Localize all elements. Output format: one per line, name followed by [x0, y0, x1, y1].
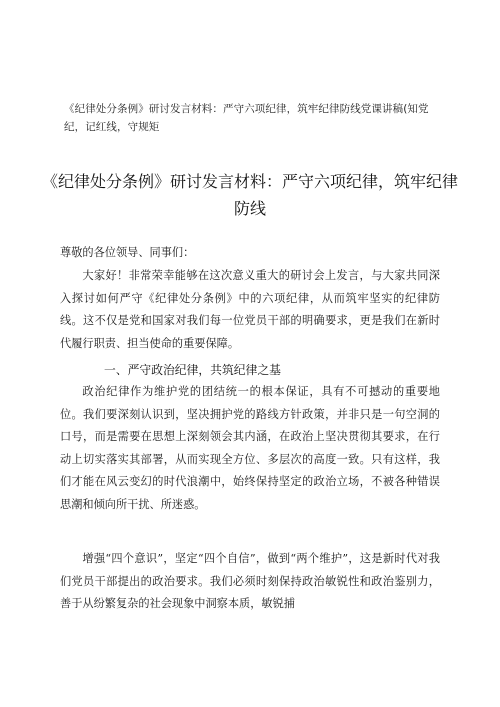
running-head: 《纪律处分条例》研讨发言材料：严守六项纪律，筑牢纪律防线党课讲稿(知党纪，记红线，守规矩 — [64, 103, 429, 133]
section-heading: 一、严守政治纪律，共筑纪律之基 — [104, 363, 281, 377]
intro-paragraph: 大家好！非常荣幸能够在这次意义重大的研讨会上发言，与大家共同深入探讨如何严守《纪律处分条例》中的六项纪律，从而筑牢坚实的纪律防线。这不仅是党和国家对我们每一位党员干部的明确要求，更是我们在新时代履行职责、担当使命的重要保障。 — [60, 269, 440, 350]
document-title: 《纪律处分条例》研讨发言材料：严守六项纪律，筑牢纪律防线 — [41, 172, 458, 218]
section-paragraph: 政治纪律作为维护党的团结统一的根本保证，具有不可撼动的重要地位。我们要深刻认识到，坚决拥护党的路线方针政策，并非只是一句空洞的口号，而是需要在思想上深刻领会其内涵，在政治上坚决贯彻其要求，在行动上切实落实其部署，从而实现全方位、多层次的高度一致。只有这样，我们才能在风云变幻的时代浪潮中，始终保持坚定的政治立场，不被各种错误思潮和倾向所干扰、所迷惑。 — [60, 385, 440, 511]
salutation: 尊敬的各位领导、同事们： — [60, 246, 195, 259]
section-paragraph: 增强“四个意识”，坚定“四个自信”，做到“两个维护”，这是新时代对我们党员干部提出的政治要求。我们必须时刻保持政治敏锐性和政治鉴别力，善于从纷繁复杂的社会现象中洞察本质，敏锐捕 — [60, 552, 440, 610]
